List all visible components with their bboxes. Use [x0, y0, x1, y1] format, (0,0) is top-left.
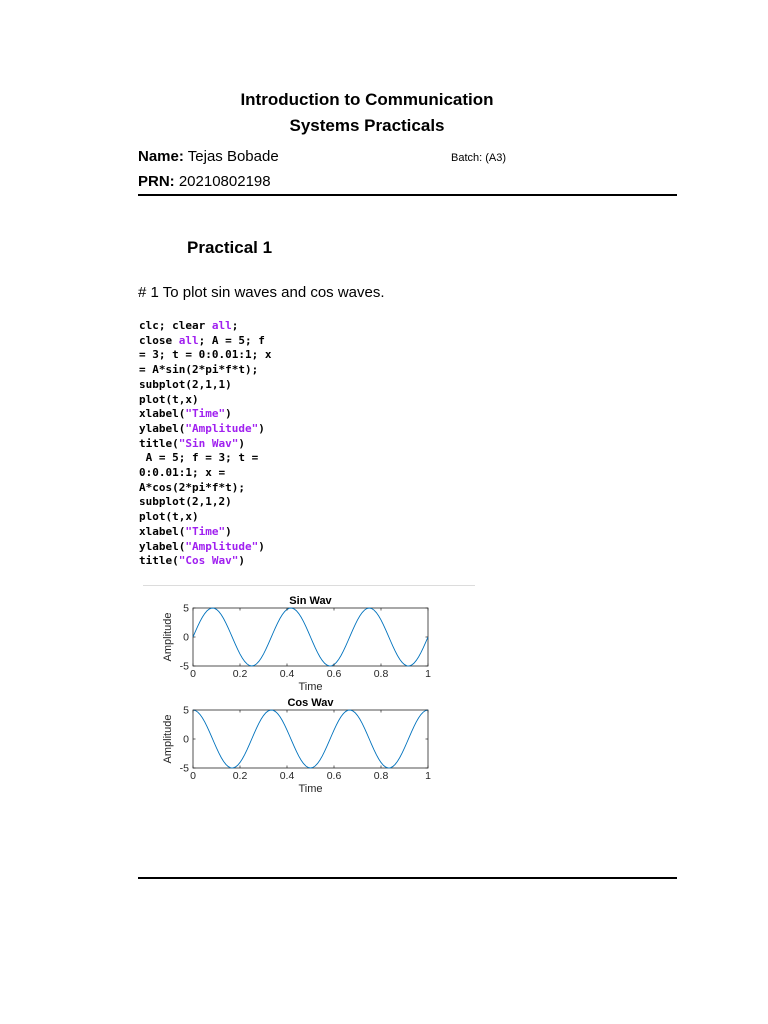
code-text: clc; clear [139, 319, 212, 332]
code-line [139, 540, 271, 555]
code-line [139, 510, 271, 525]
code-line [139, 407, 271, 422]
x-axis-label: Time [298, 681, 323, 693]
x-tick-label: 0.2 [232, 770, 248, 782]
plot-area [193, 710, 428, 768]
y-axis-label: Amplitude [162, 714, 174, 764]
code-line [139, 481, 271, 496]
name-row [138, 148, 279, 165]
code-text: = A*sin(2*pi*f*t); [139, 363, 259, 377]
document-title-line-2: Systems Practicals [289, 116, 445, 135]
code-token-str: "Time" [185, 407, 226, 421]
x-tick-label: 0.4 [279, 770, 295, 782]
code-token-str: "Cos Wav" [178, 554, 239, 568]
code-line [139, 554, 271, 569]
x-tick-label: 0.8 [373, 770, 389, 782]
code-text: A = 5; f = 3; t = [139, 451, 259, 465]
x-tick-label: 0.4 [279, 668, 295, 680]
code-line [139, 422, 271, 437]
x-tick-label: 0.6 [326, 668, 342, 680]
code-text: subplot(2,1,2) [139, 495, 232, 509]
code-line [139, 348, 271, 363]
code-text: ; [231, 319, 239, 332]
code-token-kw: all [211, 319, 232, 332]
document-title-line-1: Introduction to Communication [240, 90, 494, 109]
code-line [139, 451, 271, 466]
y-tick-label: 5 [183, 704, 189, 717]
x-tick-label: 0.8 [373, 668, 389, 680]
y-tick-label: -5 [179, 762, 189, 775]
code-text: ) [225, 407, 232, 421]
y-tick-label: -5 [179, 660, 189, 673]
code-text: ) [225, 524, 232, 538]
y-tick-label: 0 [183, 733, 189, 746]
code-token-str: "Amplitude" [185, 421, 259, 435]
task-description: # 1 To plot sin waves and cos waves. [138, 284, 385, 301]
x-tick-label: 0 [190, 770, 196, 782]
practical-heading: Practical 1 [187, 238, 273, 257]
code-line [139, 334, 271, 349]
code-text: ) [238, 436, 245, 450]
subplot-1 [162, 595, 431, 693]
code-line [139, 363, 271, 378]
code-text: ) [258, 421, 265, 435]
x-tick-label: 0 [190, 668, 196, 680]
code-line [139, 495, 271, 510]
code-text: 0:0.01:1; x = [139, 466, 226, 480]
code-text: ylabel( [139, 539, 186, 553]
x-tick-label: 0.2 [232, 668, 248, 680]
code-token-kw: all [178, 333, 199, 347]
name-label: Name: [138, 148, 184, 165]
prn-label: PRN: [138, 173, 175, 190]
code-text: plot(t,x) [139, 392, 199, 406]
code-line [139, 466, 271, 481]
code-text: xlabel( [139, 407, 186, 421]
chart-title: Sin Wav [289, 595, 332, 607]
code-block [139, 319, 271, 569]
code-text: xlabel( [139, 524, 186, 538]
code-text: title( [139, 554, 179, 568]
code-text: title( [139, 436, 179, 450]
x-tick-label: 1 [425, 668, 431, 680]
code-token-str: "Amplitude" [185, 539, 259, 553]
code-line [139, 378, 271, 393]
code-token-str: "Time" [185, 524, 226, 538]
y-tick-label: 0 [183, 631, 189, 644]
code-line [139, 319, 271, 334]
x-axis-label: Time [298, 783, 323, 795]
footer-divider [138, 877, 677, 879]
prn-row [138, 173, 271, 190]
code-text: ylabel( [139, 421, 186, 435]
subplot-2 [162, 697, 431, 795]
batch-text: Batch: (A3) [451, 152, 507, 164]
code-text: ) [238, 554, 245, 568]
code-line [139, 393, 271, 408]
code-text: subplot(2,1,1) [139, 377, 232, 391]
code-text: = 3; t = 0:0.01:1; x [139, 348, 272, 362]
figure-top-border [143, 585, 475, 586]
x-tick-label: 1 [425, 770, 431, 782]
y-axis-label: Amplitude [162, 612, 174, 662]
code-text: ; A = 5; f [198, 333, 265, 347]
code-text: ) [258, 539, 265, 553]
chart-title: Cos Wav [287, 697, 334, 709]
code-token-str: "Sin Wav" [178, 436, 239, 450]
code-text: close [139, 333, 179, 347]
name-value: Tejas Bobade [187, 148, 279, 165]
prn-value: 20210802198 [178, 173, 271, 190]
y-tick-label: 5 [183, 602, 189, 615]
matlab-figure [143, 588, 443, 803]
code-text: A*cos(2*pi*f*t); [139, 480, 245, 494]
code-line [139, 525, 271, 540]
x-tick-label: 0.6 [326, 770, 342, 782]
header-divider [138, 194, 677, 196]
code-text: plot(t,x) [139, 510, 199, 524]
code-line [139, 437, 271, 452]
